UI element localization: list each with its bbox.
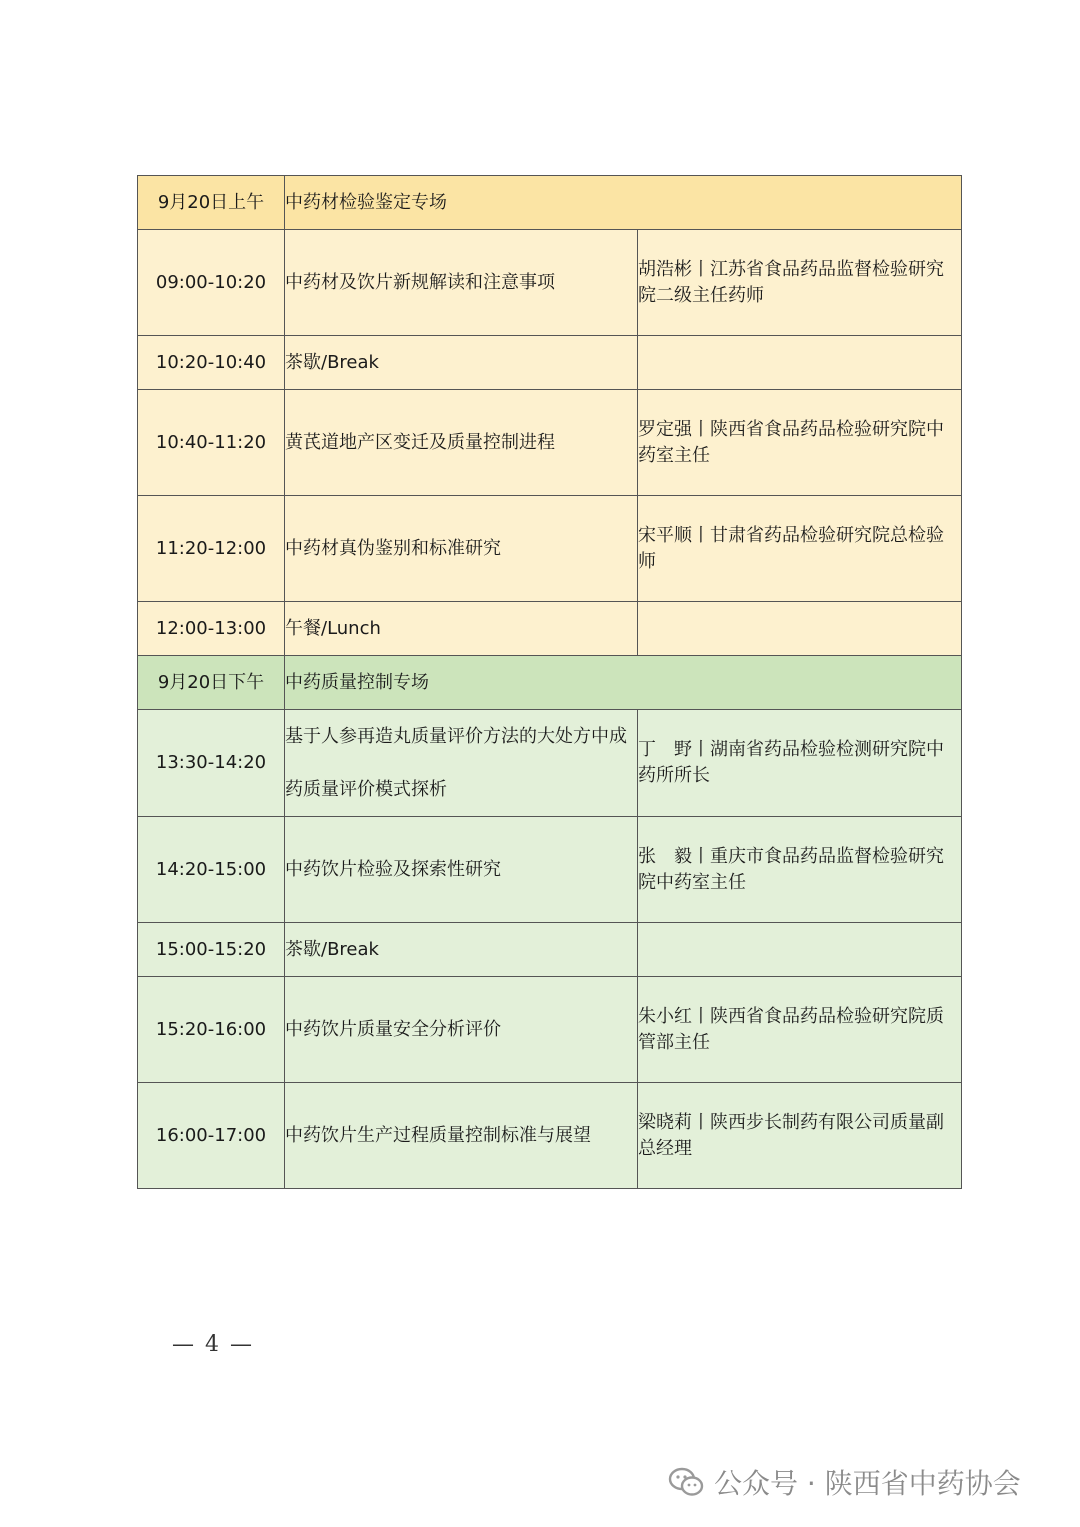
session-title: 中药材检验鉴定专场 — [285, 176, 962, 230]
topic-cell: 中药饮片质量安全分析评价 — [285, 977, 638, 1083]
topic-cell: 中药材真伪鉴别和标准研究 — [285, 496, 638, 602]
speaker-cell: 张 毅丨重庆市食品药品监督检验研究院中药室主任 — [638, 817, 962, 923]
speaker-cell: 罗定强丨陕西省食品药品检验研究院中药室主任 — [638, 390, 962, 496]
time-cell: 10:40-11:20 — [138, 390, 285, 496]
speaker-cell — [638, 336, 962, 390]
session-header-am — [138, 176, 962, 230]
topic-cell: 中药饮片生产过程质量控制标准与展望 — [285, 1083, 638, 1189]
table-row — [138, 336, 962, 390]
session-header-pm — [138, 656, 962, 710]
time-cell: 10:20-10:40 — [138, 336, 285, 390]
speaker-cell — [638, 602, 962, 656]
topic-cell: 午餐/Lunch — [285, 602, 638, 656]
table-row — [138, 1083, 962, 1189]
speaker-cell: 朱小红丨陕西省食品药品检验研究院质管部主任 — [638, 977, 962, 1083]
session-title: 中药质量控制专场 — [285, 656, 962, 710]
speaker-cell: 宋平顺丨甘肃省药品检验研究院总检验师 — [638, 496, 962, 602]
schedule-table — [137, 175, 962, 1189]
topic-cell: 中药饮片检验及探索性研究 — [285, 817, 638, 923]
topic-cell: 茶歇/Break — [285, 923, 638, 977]
table-row — [138, 496, 962, 602]
watermark-text: 公众号 · 陕西省中药协会 — [714, 1467, 1021, 1500]
table-row — [138, 602, 962, 656]
time-cell: 11:20-12:00 — [138, 496, 285, 602]
topic-cell: 茶歇/Break — [285, 336, 638, 390]
time-cell: 15:20-16:00 — [138, 977, 285, 1083]
time-cell: 12:00-13:00 — [138, 602, 285, 656]
speaker-cell — [638, 923, 962, 977]
watermark — [668, 1462, 1021, 1502]
table-row — [138, 390, 962, 496]
table-row — [138, 977, 962, 1083]
topic-cell: 基于人参再造丸质量评价方法的大处方中成药质量评价模式探析 — [285, 710, 638, 817]
table-row — [138, 923, 962, 977]
topic-cell: 中药材及饮片新规解读和注意事项 — [285, 230, 638, 336]
table-row — [138, 710, 962, 817]
time-cell: 16:00-17:00 — [138, 1083, 285, 1189]
session-date-label: 9月20日上午 — [138, 176, 285, 230]
wechat-icon — [668, 1466, 704, 1498]
speaker-cell: 丁 野丨湖南省药品检验检测研究院中药所所长 — [638, 710, 962, 817]
topic-cell: 黄芪道地产区变迁及质量控制进程 — [285, 390, 638, 496]
table-row — [138, 817, 962, 923]
time-cell: 13:30-14:20 — [138, 710, 285, 817]
session-date-label: 9月20日下午 — [138, 656, 285, 710]
speaker-cell: 梁晓莉丨陕西步长制药有限公司质量副总经理 — [638, 1083, 962, 1189]
time-cell: 14:20-15:00 — [138, 817, 285, 923]
page-number: — 4 — — [172, 1332, 254, 1357]
time-cell: 09:00-10:20 — [138, 230, 285, 336]
table-row — [138, 230, 962, 336]
speaker-cell: 胡浩彬丨江苏省食品药品监督检验研究院二级主任药师 — [638, 230, 962, 336]
time-cell: 15:00-15:20 — [138, 923, 285, 977]
